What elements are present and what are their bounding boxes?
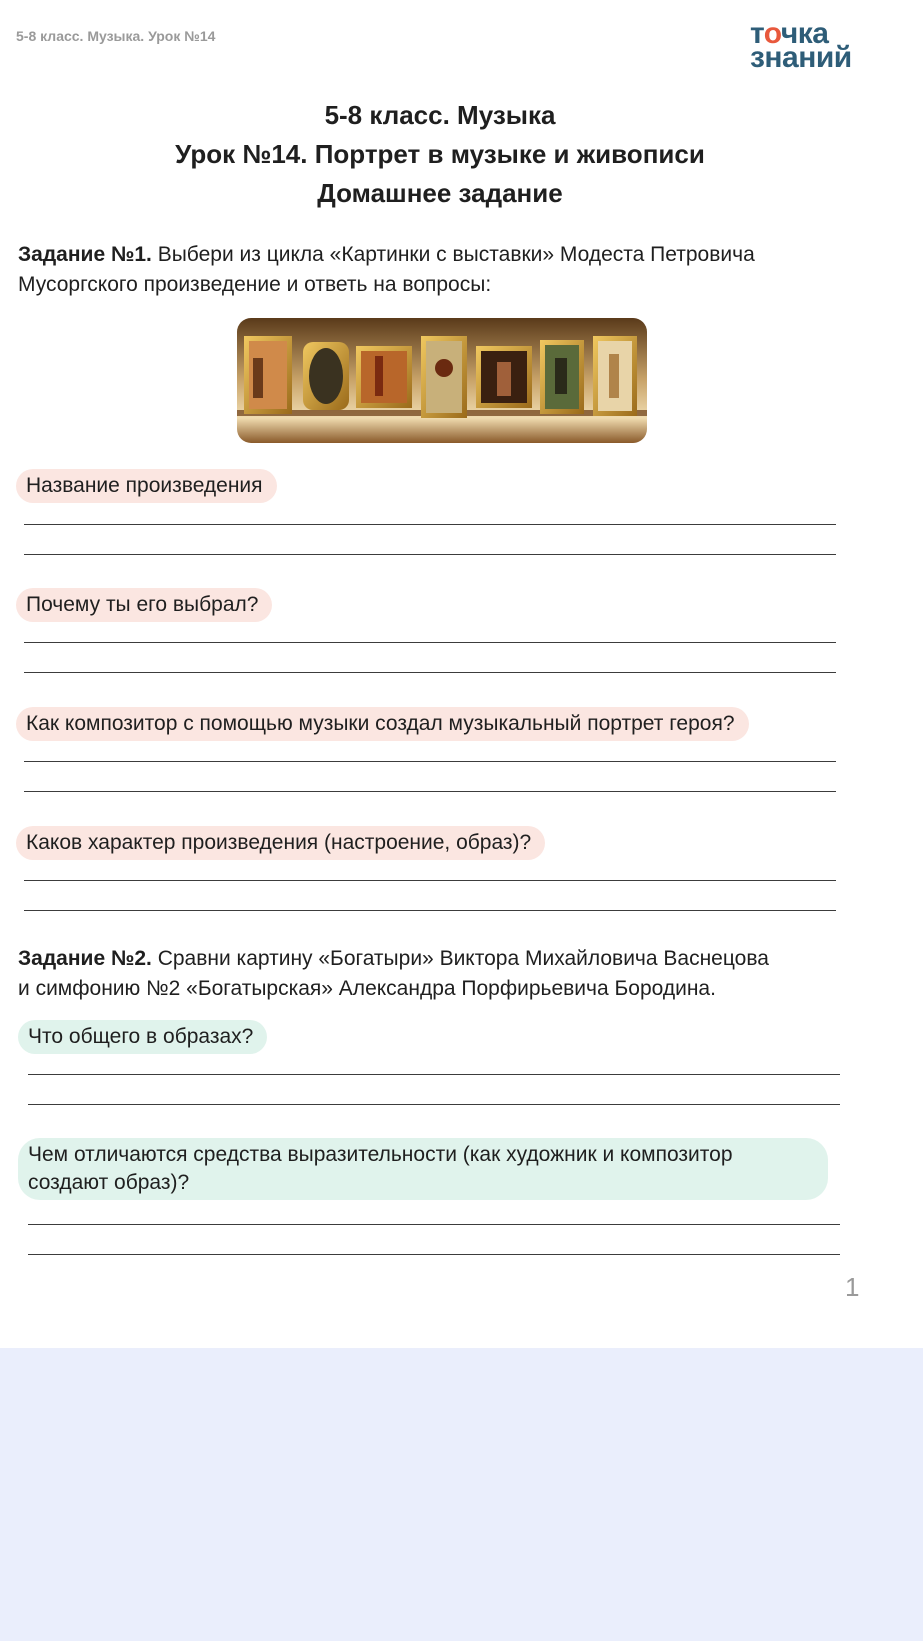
answer-line[interactable]: [28, 1074, 840, 1075]
task1-text-line2: Мусоргского произведение и ответь на вопросы:: [18, 273, 492, 296]
logo-bottom: знаний: [750, 41, 852, 74]
task2-text: [18, 944, 878, 1004]
task2-label: Задание №2.: [18, 947, 152, 970]
header-label: 5-8 класс. Музыка. Урок №14: [16, 28, 216, 44]
answer-line[interactable]: [24, 880, 836, 881]
task1-label: Задание №1.: [18, 243, 152, 266]
answer-line[interactable]: [28, 1224, 840, 1225]
title-line-2: Урок №14. Портрет в музыке и живописи: [175, 139, 705, 169]
task2-text-line1: Сравни картину «Богатыри» Виктора Михайловича Васнецова: [151, 947, 769, 970]
page-number: 1: [845, 1272, 860, 1302]
gallery-paintings-image: [237, 318, 647, 443]
answer-line[interactable]: [24, 554, 836, 555]
title-line-3: Домашнее задание: [317, 178, 563, 208]
question-pill: Чем отличаются средства выразительности (как художник и композитор создают образ)?: [18, 1138, 828, 1200]
title-line-1: 5-8 класс. Музыка: [324, 100, 556, 130]
answer-line[interactable]: [24, 791, 836, 792]
task2-text-line2: и симфонию №2 «Богатырская» Александра Порфирьевича Бородина.: [18, 977, 716, 1000]
question-pill: Почему ты его выбрал?: [16, 588, 272, 622]
brand-logo: [750, 17, 870, 78]
answer-line[interactable]: [24, 642, 836, 643]
question-pill: Что общего в образах?: [18, 1020, 267, 1054]
task1-text-line1: Выбери из цикла «Картинки с выставки» Модеста Петровича: [151, 243, 755, 266]
answer-line[interactable]: [28, 1254, 840, 1255]
question-pill: Название произведения: [16, 469, 277, 503]
answer-line[interactable]: [28, 1104, 840, 1105]
answer-line[interactable]: [24, 761, 836, 762]
task1-text: [18, 240, 858, 300]
answer-line[interactable]: [24, 672, 836, 673]
logo-top: точка: [750, 17, 829, 50]
question-pill: Каков характер произведения (настроение, образ)?: [16, 826, 545, 860]
answer-line[interactable]: [24, 524, 836, 525]
question-pill: Как композитор с помощью музыки создал музыкальный портрет героя?: [16, 707, 749, 741]
answer-line[interactable]: [24, 910, 836, 911]
